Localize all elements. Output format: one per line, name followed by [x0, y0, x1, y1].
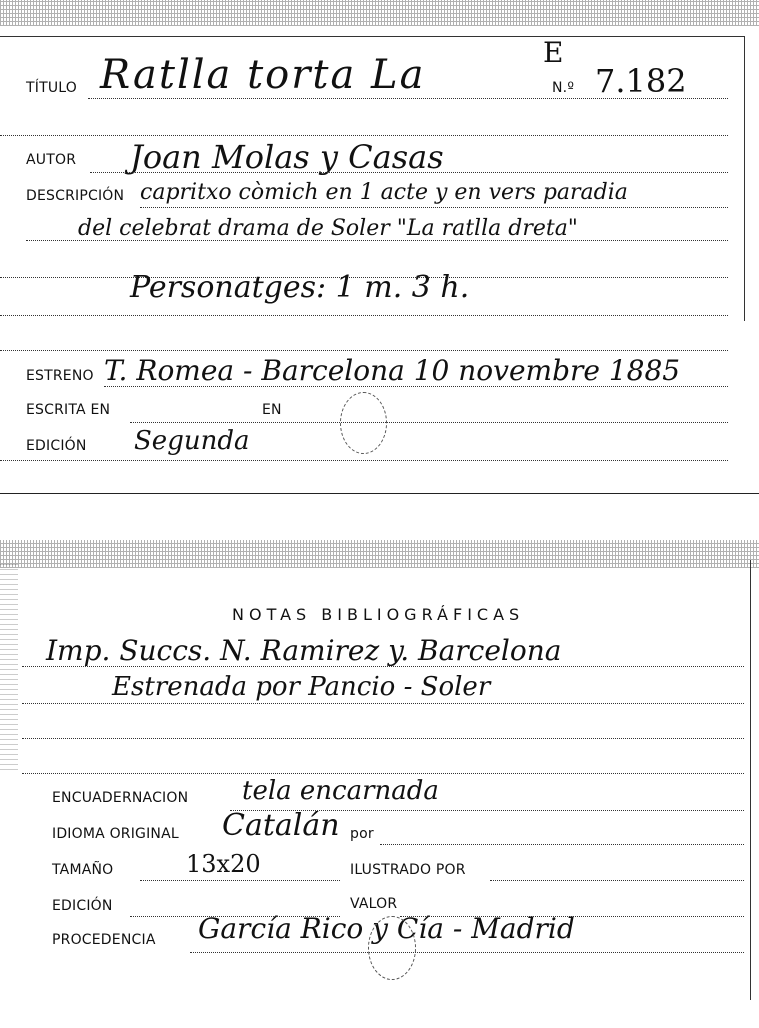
procedencia-label: PROCEDENCIA — [52, 932, 156, 948]
autor-value: Joan Molas y Casas — [130, 138, 444, 176]
edicion2-label: EDICIÓN — [52, 898, 113, 914]
blank-rule-1 — [0, 135, 728, 136]
nota-rule-4 — [22, 773, 744, 774]
titulo-label: TÍTULO — [26, 80, 77, 96]
descripcion-rule-1 — [140, 207, 728, 208]
autor-label: AUTOR — [26, 152, 77, 168]
encuadernacion-value: tela encarnada — [242, 776, 439, 806]
autor-rule — [90, 172, 728, 173]
estreno-value: T. Romea - Barcelona 10 novembre 1885 — [104, 354, 681, 387]
numero-label: N.º — [552, 80, 575, 96]
tamano-rule — [140, 880, 340, 881]
ilustrado-rule — [490, 880, 744, 881]
idioma-label: IDIOMA ORIGINAL — [52, 826, 179, 842]
ilustrado-por-label: ILUSTRADO POR — [350, 862, 466, 878]
blank-rule-3 — [0, 315, 728, 316]
nota-rule-2 — [22, 703, 744, 704]
por-label: por — [350, 826, 374, 842]
procedencia-value: García Rico y Cía - Madrid — [198, 912, 575, 945]
en-label: EN — [262, 402, 282, 418]
tamano-value: 13x20 — [186, 850, 261, 878]
notas-bibliograficas-heading: NOTAS BIBLIOGRÁFICAS — [232, 605, 525, 624]
scan-noise-card2 — [0, 540, 759, 568]
ink-smudge-2 — [368, 916, 416, 980]
blank-rule-4 — [0, 350, 728, 351]
estreno-rule — [104, 386, 728, 387]
idioma-value: Catalán — [222, 808, 340, 843]
tamano-label: TAMAÑO — [52, 862, 114, 878]
descripcion-line2: del celebrat drama de Soler "La ratlla dreta" — [78, 216, 578, 241]
edicion-value: Segunda — [134, 426, 250, 456]
descripcion-label: DESCRIPCIÓN — [26, 188, 125, 204]
ink-smudge — [340, 392, 387, 454]
estreno-label: ESTRENO — [26, 368, 94, 384]
valor-label: VALOR — [350, 896, 398, 912]
descripcion-rule-2 — [26, 240, 728, 241]
nota-line-2: Estrenada por Pancio - Soler — [112, 672, 491, 702]
idioma-rule — [380, 844, 744, 845]
card-frame-top — [0, 36, 745, 37]
edicion-label: EDICIÓN — [26, 438, 87, 454]
card-bottom-edge — [0, 493, 759, 494]
scan-speckle-left — [0, 560, 18, 770]
catalog-card-front — [0, 0, 759, 495]
nota-rule-3 — [22, 738, 744, 739]
titulo-rule — [88, 98, 728, 99]
escrita-en-rule — [130, 422, 728, 423]
scan-noise-top — [0, 0, 759, 26]
nota-rule-1 — [22, 666, 744, 667]
card-frame-right — [744, 36, 745, 321]
edicion-rule — [0, 460, 728, 461]
descripcion-line1: capritxo còmich en 1 acte y en vers paradia — [140, 180, 628, 205]
personajes-note: Personatges: 1 m. 3 h. — [130, 270, 470, 305]
corner-letter: E — [543, 36, 564, 69]
encuadernacion-label: ENCUADERNACION — [52, 790, 189, 806]
nota-line-1: Imp. Succs. N. Ramirez y. Barcelona — [46, 634, 562, 667]
numero-value: 7.182 — [595, 62, 687, 100]
titulo-value: Ratlla torta La — [100, 52, 426, 98]
card2-frame-right — [750, 560, 751, 1000]
procedencia-rule — [190, 952, 744, 953]
escrita-en-label: ESCRITA EN — [26, 402, 111, 418]
